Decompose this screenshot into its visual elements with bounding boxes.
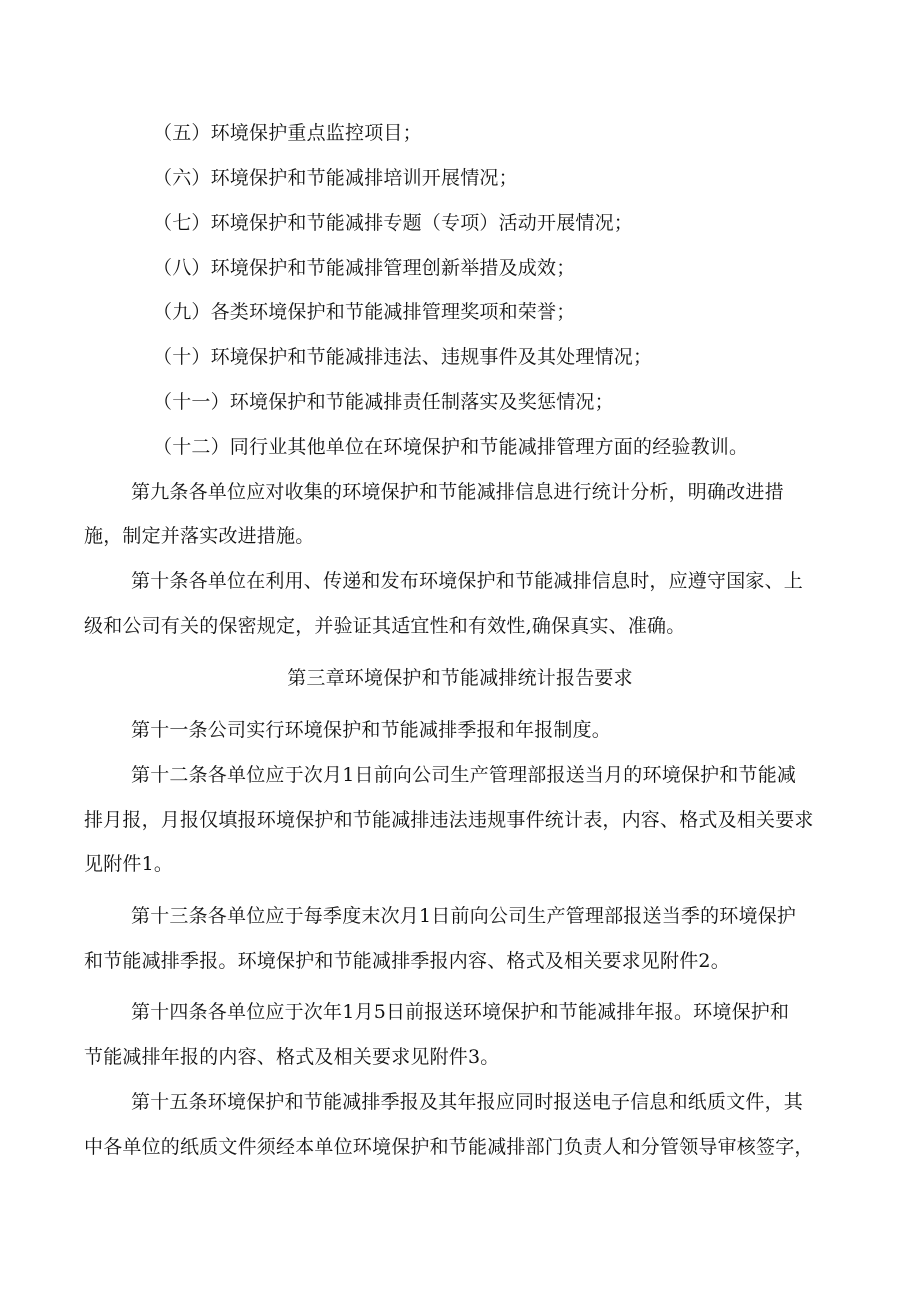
article-14-line-1: 第十四条各单位应于次年1月5日前报送环境保护和节能减排年报。环境保护和 (131, 1001, 790, 1023)
list-item-12: （十二）同行业其他单位在环境保护和节能减排管理方面的经验教训。 (153, 436, 749, 458)
list-item-9: （九）各类环境保护和节能减排管理奖项和荣誉； (153, 301, 576, 323)
list-item-7: （七）环境保护和节能减排专题（专项）活动开展情况； (153, 212, 634, 234)
article-10-line-1: 第十条各单位在利用、传递和发布环境保护和节能减排信息时，应遵守国家、上 (131, 570, 804, 592)
article-9-line-1: 第九条各单位应对收集的环境保护和节能减排信息进行统计分析，明确改进措 (131, 481, 784, 503)
article-12-line-2: 排月报，月报仅填报环境保护和节能减排违法违规事件统计表，内容、格式及相关要求 (84, 809, 814, 831)
article-12-line-3: 见附件1。 (84, 853, 174, 875)
article-12-line-1: 第十二条各单位应于次月1日前向公司生产管理部报送当月的环境保护和节能减 (131, 764, 797, 786)
list-item-8: （八）环境保护和节能减排管理创新举措及成效； (153, 257, 576, 279)
list-item-11: （十一）环境保护和节能减排责任制落实及奖惩情况； (153, 391, 614, 413)
article-13-line-2: 和节能减排季报。环境保护和节能减排季报内容、格式及相关要求见附件2。 (84, 950, 730, 972)
chapter-title: 第三章环境保护和节能减排统计报告要求 (287, 667, 633, 689)
article-9-line-2: 施，制定并落实改进措施。 (84, 525, 315, 547)
article-15-line-1: 第十五条环境保护和节能减排季报及其年报应同时报送电子信息和纸质文件，其 (131, 1091, 804, 1113)
article-10-line-2: 级和公司有关的保密规定，并验证其适宜性和有效性,确保真实、准确。 (84, 615, 686, 637)
list-item-5: （五）环境保护重点监控项目； (153, 122, 422, 144)
article-15-line-2: 中各单位的纸质文件须经本单位环境保护和节能减排部门负责人和分管领导审核签字， (84, 1136, 814, 1158)
article-14-line-2: 节能减排年报的内容、格式及相关要求见附件3。 (84, 1046, 500, 1068)
article-11-line-1: 第十一条公司实行环境保护和节能减排季报和年报制度。 (131, 719, 612, 741)
article-13-line-1: 第十三条各单位应于每季度末次月1日前向公司生产管理部报送当季的环境保护 (131, 905, 797, 927)
list-item-10: （十）环境保护和节能减排违法、违规事件及其处理情况； (153, 346, 653, 368)
list-item-6: （六）环境保护和节能减排培训开展情况； (153, 167, 518, 189)
